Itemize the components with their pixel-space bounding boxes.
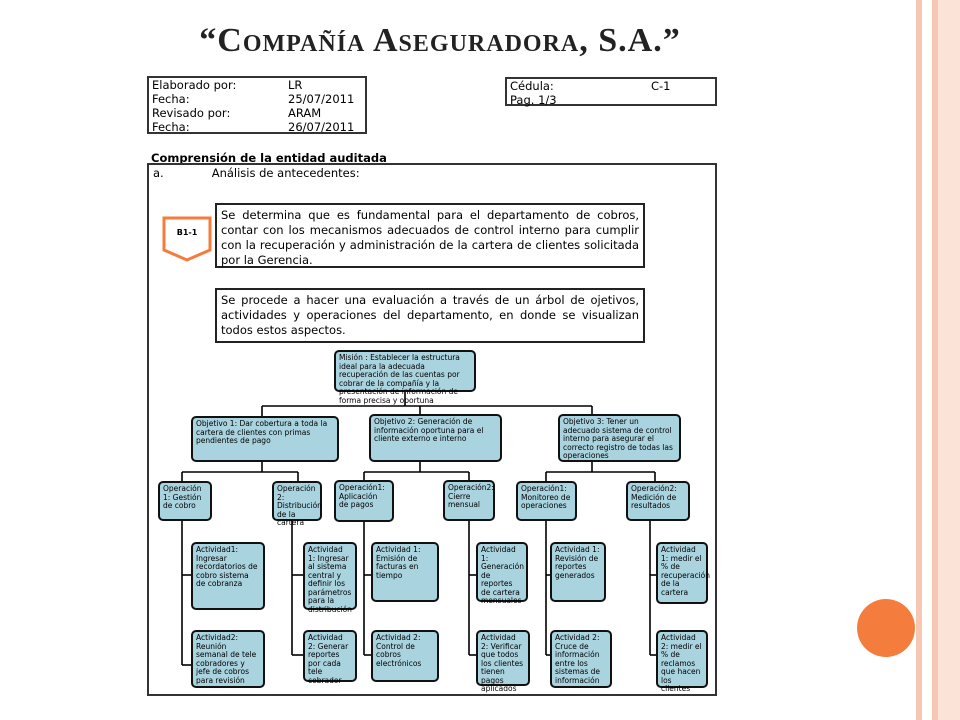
activity-node: Actividad 2: Cruce de información entre los sistemas de información bbox=[550, 630, 612, 688]
info-label: Fecha: bbox=[152, 120, 190, 134]
activity-node: Actividad2: Reunión semanal de tele cobradores y jefe de cobros para revisión bbox=[191, 630, 265, 688]
info-value: 25/07/2011 bbox=[288, 92, 355, 106]
activity-node: Actividad 1: Revisión de reportes generados bbox=[550, 542, 606, 602]
reference-badge-label: B1-1 bbox=[176, 228, 198, 237]
info-label: Fecha: bbox=[152, 92, 190, 106]
operation-node: Operación2: Cierre mensual bbox=[443, 480, 495, 521]
info-value: 26/07/2011 bbox=[288, 120, 355, 134]
mission-node: Misión : Establecer la estructura ideal para la adecuada recuperación de las cuentas por cobrar de la compañía y la presentación de información de forma precisa y oportuna bbox=[334, 350, 476, 392]
subsection-letter: a. bbox=[153, 166, 164, 180]
info-label: Revisado por: bbox=[152, 106, 231, 120]
objective-node: Objetivo 1: Dar cobertura a toda la cartera de clientes con primas pendientes de pago bbox=[191, 416, 339, 462]
section-title: Comprensión de la entidad auditada bbox=[151, 151, 387, 165]
activity-node: Actividad1: Ingresar recordatorios de cobro sistema de cobranza bbox=[191, 542, 265, 610]
objective-node: Objetivo 3: Tener un adecuado sistema de control interno para asegurar el correcto registro de todas las operaciones bbox=[558, 414, 681, 462]
paragraph-box: Se determina que es fundamental para el departamento de cobros, contar con los mecanismos adecuados de control interno para cumplir con la recuperación y administración de la cartera de clientes solicitada por la Gerencia. bbox=[215, 203, 645, 268]
activity-node: Actividad 1: Generación de reportes de cartera mensuales bbox=[476, 542, 528, 602]
operation-node: Operación1: Aplicación de pagos bbox=[334, 480, 394, 522]
info-value: LR bbox=[288, 78, 303, 92]
activity-node: Actividad 2: medir el % de reclamos que hacen los clientes bbox=[656, 630, 708, 688]
activity-node: Actividad 1: Emisión de facturas en tiempo bbox=[371, 542, 439, 602]
paragraph-box: Se procede a hacer una evaluación a través de un árbol de ojetivos, actividades y operaciones del departamento, en donde se visualizan todos estos aspectos. bbox=[215, 288, 645, 343]
info-label: Cédula: bbox=[510, 79, 554, 93]
operation-node: Operación2: Medición de resultados bbox=[626, 481, 690, 521]
operation-node: Operación 1: Gestión de cobro bbox=[158, 481, 212, 521]
activity-node: Actividad 1: Ingresar al sistema central y definir los parámetros para la distribución bbox=[303, 542, 357, 610]
activity-node: Actividad 2: Generar reportes por cada tele cobrador bbox=[303, 630, 357, 682]
info-value: ARAM bbox=[288, 106, 322, 120]
info-label: Elaborado por: bbox=[152, 78, 237, 92]
activity-node: Actividad 1: medir el % de recuperación de la cartera bbox=[656, 542, 708, 604]
slide-title: “Compañía Aseguradora, S.A.” bbox=[199, 22, 681, 59]
info-value: C-1 bbox=[651, 79, 671, 93]
operation-node: Operación1: Monitoreo de operaciones bbox=[516, 481, 577, 521]
operation-node: Operación 2: Distribución de la cartera bbox=[272, 481, 322, 521]
subsection-text: Análisis de antecedentes: bbox=[211, 166, 360, 180]
activity-node: Actividad 2: Control de cobros electrónicos bbox=[371, 630, 439, 682]
info-label: Pag. 1/3 bbox=[510, 93, 557, 107]
objective-node: Objetivo 2: Generación de información oportuna para el cliente externo e interno bbox=[369, 414, 502, 462]
activity-node: Actividad 2: Verificar que todos los clientes tienen pagos aplicados bbox=[476, 630, 530, 686]
